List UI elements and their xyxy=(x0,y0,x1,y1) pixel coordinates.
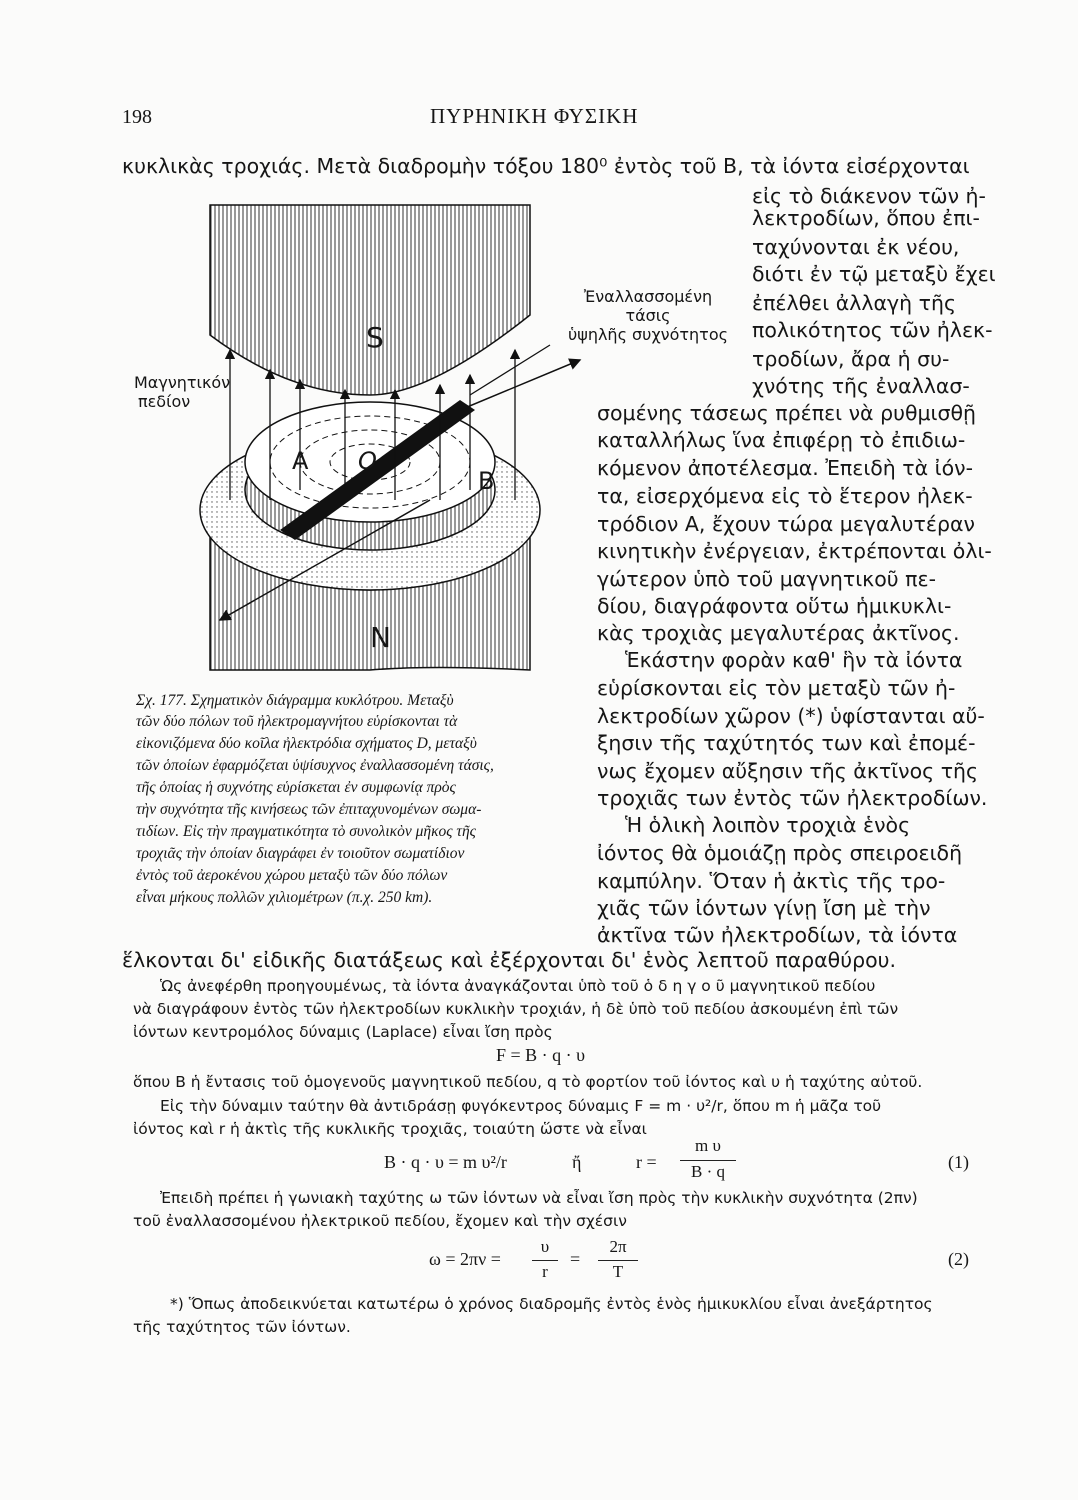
footnote-line: τῆς ταχύτητος τῶν ἰόντων. xyxy=(133,1318,351,1336)
equation-1-denominator: B · q xyxy=(691,1162,725,1181)
equation-2-denominator-2: T xyxy=(612,1262,624,1281)
body-line: καμπύλην. Ὅταν ἡ ἀκτὶς τῆς τρο- xyxy=(597,869,946,893)
body-line: διότι ἐν τῷ μεταξὺ ἔχει xyxy=(752,262,996,286)
voltage-label: Ἐναλλασσομένη τάσις ὑψηλῆς συχνότητος xyxy=(568,287,728,344)
equation-2-left: ω = 2πν = xyxy=(429,1249,501,1269)
equation-2-numerator-1: υ xyxy=(540,1237,550,1256)
caption-line: τῶν δύο πόλων τοῦ ἠλεκτρομαγνήτου εὑρίσκονται τὰ xyxy=(136,713,458,730)
equation-1-left: B · q · υ = m υ²/r xyxy=(384,1152,507,1172)
body-line: νως ἔχομεν αὔξησιν τῆς ἀκτῖνος τῆς xyxy=(597,759,979,783)
small-text-line: τοῦ ἐναλλασσομένου ἠλεκτρικοῦ πεδίου, ἔχομεν καὶ τὴν σχέσιν xyxy=(133,1212,627,1230)
body-line: τα, εἰσερχόμενα εἰς τὸ ἕτερον ἠλεκ- xyxy=(597,484,973,508)
caption-line: εἰκονιζόμενα δύο κοῖλα ἠλεκτρόδια σχήματος D, μεταξὺ xyxy=(136,735,477,752)
body-line: λεκτροδίων χῶρον (*) ὑφίστανται αὔ- xyxy=(597,704,985,728)
pole-s-shape xyxy=(210,205,530,395)
body-line: κινητικὴν ἐνέργειαν, ἐκτρέπονται ὀλι- xyxy=(597,539,992,563)
body-line: τροδίων, ἄρα ἡ συ- xyxy=(752,347,950,371)
small-text-line: ὅπου B ἡ ἔντασις τοῦ ὁμογενοῦς μαγνητικοῦ πεδίου, q τὸ φορτίον τοῦ ἰόντος καὶ υ ἡ ταχύτης αὐτοῦ. xyxy=(133,1073,923,1091)
caption-line: τὴν συχνότητα τῆς κινήσεως τῶν ἐπιταχυνομένων σωμα- xyxy=(136,801,482,818)
body-line: κυκλικὰς τροχιάς. Μετὰ διαδρομὴν τόξου 180⁰ ἐντὸς τοῦ B, τὰ ἰόντα εἰσέρχονται xyxy=(122,154,970,178)
equation-2-number: (2) xyxy=(948,1249,969,1269)
equation-1-numerator: m υ xyxy=(695,1136,721,1155)
equation-1-or: ἤ xyxy=(572,1152,582,1172)
equation-1-r: r = xyxy=(636,1152,657,1172)
body-line: ἰόντος θὰ ὁμοιάζῃ πρὸς σπειροειδῆ xyxy=(597,841,963,865)
body-line: σομένης τάσεως πρέπει νὰ ρυθμισθῇ xyxy=(597,401,977,425)
equation-1-number: (1) xyxy=(948,1152,969,1172)
body-line: χνότης τῆς ἐναλλασ- xyxy=(752,374,970,398)
body-line: χιᾶς τῶν ἰόντων γίνῃ ἴση μὲ τὴν xyxy=(597,896,931,920)
dee-b-label: B xyxy=(478,467,495,495)
equation-2-equals: = xyxy=(570,1249,581,1269)
body-line: κὰς τροχιὰς μεγαλυτέρας ἀκτῖνος. xyxy=(597,621,960,645)
body-line: γώτερον ὑπὸ τοῦ μαγνητικοῦ πε- xyxy=(597,567,937,591)
body-line: τροχιᾶς των ἐντὸς τῶν ἠλεκτροδίων. xyxy=(597,786,988,810)
body-line: ἕλκονται δι' εἰδικῆς διατάξεως καὶ ἐξέρχονται δι' ἑνὸς λεπτοῦ παραθύρου. xyxy=(122,948,897,972)
body-line: εὑρίσκονται εἰς τὸν μεταξὺ τῶν ἠ- xyxy=(597,676,956,700)
small-text-line: Ἐπειδὴ πρέπει ἡ γωνιακὴ ταχύτης ω τῶν ἰόντων νὰ εἶναι ἴση πρὸς τὴν κυκλικὴν συχνότητα (2πν) xyxy=(160,1189,918,1207)
running-title: ΠΥΡΗΝΙΚΗ ΦΥΣΙΚΗ xyxy=(430,104,639,128)
page-number: 198 xyxy=(122,106,152,128)
body-line: ἀκτῖνα τῶν ἠλεκτροδίων, τὰ ἰόντα xyxy=(597,923,958,947)
equation-2-numerator-2: 2π xyxy=(609,1237,627,1256)
body-line: τρόδιον A, ἔχουν τώρα μεγαλυτέραν xyxy=(597,512,975,536)
body-line: εἰς τὸ διάκενον τῶν ἠ- xyxy=(752,184,986,208)
body-line: Ἑκάστην φορὰν καθ' ἣν τὰ ἰόντα xyxy=(625,648,963,672)
caption-line: τροχιᾶς τὴν ὁποίαν διαγράφει ἐν τοιοῦτον σωματίδιον xyxy=(136,845,465,862)
footnote-line: *) Ὅπως ἀποδεικνύεται κατωτέρω ὁ χρόνος διαδρομῆς ἐντὸς ἑνὸς ἡμικυκλίου εἶναι ἀνεξάρτητος xyxy=(170,1295,933,1313)
caption-line: εἶναι μήκους πολλῶν χιλιομέτρων (π.χ. 250 km). xyxy=(136,889,433,906)
small-text-line: ἰόντων κεντρομόλος δύναμις (Laplace) εἶναι ἴση πρὸς xyxy=(133,1023,553,1041)
fraction-bar xyxy=(598,1260,638,1261)
body-line: κόμενον ἀποτέλεσμα. Ἐπειδὴ τὰ ἰόν- xyxy=(597,456,974,480)
pole-s-label: S xyxy=(366,321,384,354)
caption-line: τιδίων. Εἰς τὴν πραγματικότητα τὸ συνολικὸν μῆκος τῆς xyxy=(136,823,476,840)
dee-a-label: A xyxy=(292,447,309,475)
body-line: ξησιν τῆς ταχύτητός των καὶ ἐπομέ- xyxy=(597,731,976,755)
small-text-line: ἰόντος καὶ r ἡ ἀκτὶς τῆς κυκλικῆς τροχιᾶς, τοιαύτη ὥστε νὰ εἶναι xyxy=(133,1120,647,1138)
fraction-bar xyxy=(680,1160,736,1161)
caption-line: ἐντὸς τοῦ ἀεροκένου χώρου μεταξὺ τῶν δύο πόλων xyxy=(136,867,448,884)
small-text-line: νὰ διαγράφουν ἐντὸς τῶν ἠλεκτροδίων κυκλικὴν τροχιάν, ἡ δὲ ὑπὸ τοῦ πεδίου ἀσκουμένη ἐπὶ τῶν xyxy=(133,1000,899,1018)
body-line: Ἡ ὁλικὴ λοιπὸν τροχιὰ ἑνὸς xyxy=(625,813,911,837)
cyclotron-figure xyxy=(130,200,590,680)
body-line: ταχύνονται ἐκ νέου, xyxy=(752,235,960,259)
equation-2-denominator-1: r xyxy=(542,1262,548,1281)
body-line: καταλλήλως ἵνα ἐπιφέρῃ τὸ ἐπιδιω- xyxy=(597,428,966,452)
small-text-line: Ὡς ἀνεφέρθη προηγουμένως, τὰ ἰόντα ἀναγκάζονται ὑπὸ τοῦ ὁ δ η γ ο ῦ μαγνητικοῦ πεδίου xyxy=(160,977,876,995)
caption-line: τῶν ὁποίων ἐφαρμόζεται ὑψίσυχνος ἐναλλασσομένη τάσις, xyxy=(136,757,494,774)
center-o-label: O xyxy=(358,447,377,475)
cyclotron-diagram xyxy=(130,200,590,680)
pole-n-label: N xyxy=(370,621,391,654)
caption-line: τῆς ὁποίας ἡ συχνότης εὑρίσκεται ἐν συμφωνίᾳ πρὸς xyxy=(136,779,456,796)
body-line: λεκτροδίων, ὅπου ἐπι- xyxy=(752,206,980,230)
body-line: πολικότητος τῶν ἠλεκ- xyxy=(752,318,993,342)
fraction-bar xyxy=(532,1260,558,1261)
field-label: Μαγνητικόν πεδίον xyxy=(134,373,231,411)
caption-line: Σχ. 177. Σχηματικὸν διάγραμμα κυκλότρου. Μεταξὺ xyxy=(136,692,454,709)
body-line: ἐπέλθει ἀλλαγὴ τῆς xyxy=(752,291,957,315)
body-line: δίου, διαγράφοντα οὕτω ἡμικυκλι- xyxy=(597,594,952,618)
equation-force: F = B · q · υ xyxy=(496,1045,586,1065)
small-text-line: Εἰς τὴν δύναμιν ταύτην θὰ ἀντιδράσῃ φυγόκεντρος δύναμις F = m · υ²/r, ὅπου m ἡ μᾶζα τοῦ xyxy=(160,1097,882,1115)
